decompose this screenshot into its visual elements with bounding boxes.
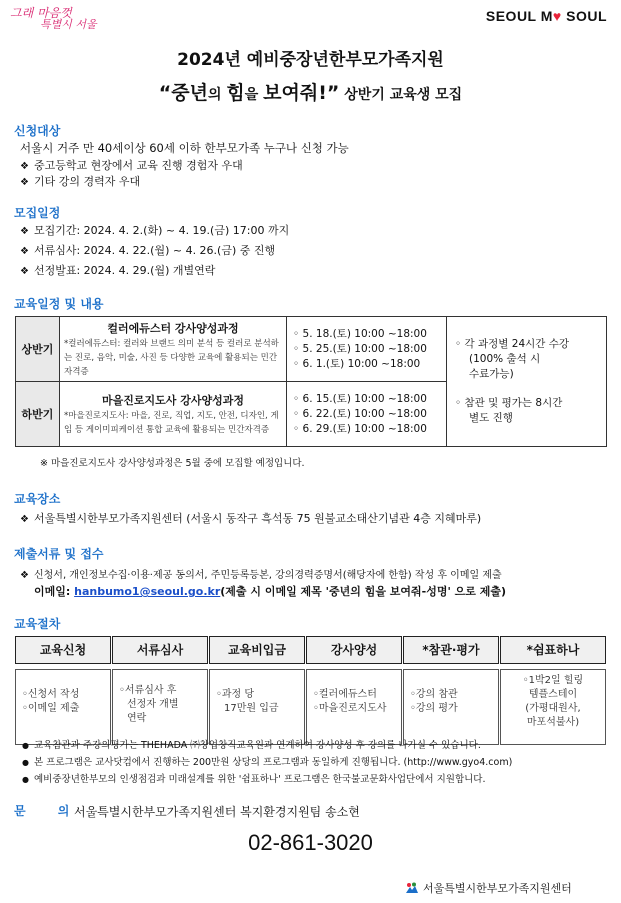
step-body: [112, 669, 208, 745]
seoul-slogan-logo: [10, 8, 100, 30]
step-title: 교육신청: [15, 636, 111, 664]
submit-text: ❖ 신청서, 개인정보수집·이용·제공 동의서, 주민등록등본, 강의경력증명서(해당자에 한함) 작성 후 이메일 제출: [20, 566, 502, 581]
step-line: ◦컬러에듀스터: [313, 689, 377, 700]
note-line: 별도 진행: [469, 412, 513, 424]
course-title: 마을진로지도사 강사양성과정: [102, 393, 244, 407]
course-desc: *마을진로지도사: 마을, 진로, 직업, 지도, 안전, 디자인, 게임 등 게이미피케이션 통합 교육에 활용되는 민간자격증: [64, 410, 279, 435]
place-text: ❖ 서울특별시한부모가족지원센터 (서울시 동작구 흑석동 75 원불교소태산기념관 4층 지혜마루): [20, 510, 481, 526]
step-title: *참관·평가: [403, 636, 499, 664]
process-step-6: [500, 636, 606, 745]
process-step-5: [403, 636, 499, 745]
process-note-1: ● 교육참관과 주강의평가는 THEHADA ㈜창업창직교육원과 연계하여 강사양성 후 강의를 나가실 수 있습니다.: [22, 737, 481, 751]
step-line: ◦과정 당: [216, 689, 255, 700]
program-notes: [447, 317, 607, 447]
page-title: 2024년 예비중장년한부모가족지원: [177, 50, 444, 70]
date-item: ◦ 6. 22.(토) 10:00 ~18:00: [293, 407, 427, 420]
eligibility-item-2: ❖ 기타 강의 경력자 우대: [20, 173, 140, 189]
title-word-5: 보여줘!: [263, 82, 327, 104]
step-title: 서류심사: [112, 636, 208, 664]
half-label: 상반기: [16, 317, 60, 382]
table-row: [16, 317, 607, 382]
step-line: ◦마을진로지도사: [313, 703, 387, 714]
step-line: (가평대원사,: [525, 703, 581, 714]
step-body: [403, 669, 499, 745]
title-word-4: 을: [244, 87, 264, 103]
step-line: ◦이메일 제출: [22, 703, 80, 714]
eligibility-heading: 신청대상: [14, 124, 61, 138]
footer-org-name: 서울특별시한부모가족지원센터: [423, 882, 572, 895]
email-line: [34, 583, 506, 599]
title-sub: 상반기 교육생 모집: [339, 87, 463, 103]
process-step-4: [306, 636, 402, 745]
schedule-item-3: ❖ 선정발표: 2024. 4. 29.(월) 개별연락: [20, 262, 215, 278]
submit-heading: 제출서류 및 접수: [14, 547, 104, 561]
email-note: (제출 시 이메일 제목 '중년의 힘을 보여줘-성명' 으로 제출): [220, 585, 507, 598]
step-title: 교육비입금: [209, 636, 305, 664]
eligibility-main: 서울시 거주 만 40세이상 60세 이하 한부모가족 누구나 신청 가능: [20, 141, 349, 155]
step-title: 강사양성: [306, 636, 402, 664]
date-item: ◦ 6. 1.(토) 10:00 ~18:00: [293, 357, 421, 370]
process-step-3: [209, 636, 305, 745]
course-title: 컬러에듀스터 강사양성과정: [107, 321, 239, 335]
step-title: *쉼표하나: [500, 636, 606, 664]
contact-text: 서울특별시한부모가족지원센터 복지환경지원팀 송소현: [74, 805, 360, 819]
eligibility-item-1: ❖ 중고등학교 현장에서 교육 진행 경험자 우대: [20, 157, 243, 173]
contact-phone[interactable]: 02-861-3020: [248, 830, 373, 855]
step-line: 연락: [127, 713, 147, 724]
step-line: ◦강의 참관: [410, 689, 458, 700]
note-line: (100% 출석 시: [469, 353, 541, 365]
step-line: 템플스테이: [528, 689, 578, 700]
course-dates: [287, 317, 447, 382]
program-heading: 교육일정 및 내용: [14, 297, 104, 311]
process-note-2: ● 본 프로그램은 교사닷컴에서 진행하는 200만원 상당의 프로그램과 동일하게 진행됩니다. (http://www.gyo4.com): [22, 754, 512, 768]
logo-left-line2: 특별시 서울: [40, 18, 97, 31]
step-line: ◦1박2일 힐링: [522, 675, 584, 686]
logo-left-line1: 그래 마음껏: [10, 6, 72, 20]
title-word-3: 힘: [226, 82, 245, 104]
contact-label: 문 의: [14, 804, 84, 818]
half-label: 하반기: [16, 382, 60, 447]
schedule-heading: 모집일정: [14, 206, 61, 220]
note-line: ◦ 참관 및 평가는 8시간: [455, 397, 563, 409]
schedule-item-1: ❖ 모집기간: 2024. 4. 2.(화) ~ 4. 19.(금) 17:00 까지: [20, 222, 289, 238]
title-word-1: 중년: [171, 82, 208, 104]
step-line: 선정자 개별: [127, 699, 179, 710]
email-link[interactable]: hanbumo1@seoul.go.kr: [74, 585, 221, 598]
course-cell: [60, 317, 287, 382]
date-item: ◦ 5. 25.(토) 10:00 ~18:00: [293, 342, 427, 355]
close-quote: ”: [326, 82, 340, 104]
seoul-my-soul-logo: [486, 8, 607, 24]
date-item: ◦ 5. 18.(토) 10:00 ~18:00: [293, 327, 427, 340]
process-heading: 교육절차: [14, 617, 61, 631]
title-word-2: 의: [207, 87, 227, 103]
step-line: 마포석불사): [526, 717, 580, 728]
step-line: ◦강의 평가: [410, 703, 458, 714]
course-dates: [287, 382, 447, 447]
open-quote: “: [158, 82, 172, 104]
process-step-2: [112, 636, 208, 745]
step-line: 17만원 입금: [224, 703, 279, 714]
course-desc: *컬러에듀스터: 컬러와 브랜드 의미 분석 등 컬러로 분석하는 진로, 음악, 미술, 사진 등 다양한 교육에 활용되는 민간자격증: [64, 338, 279, 377]
program-table: [15, 316, 607, 447]
step-body: [306, 669, 402, 745]
step-body: [500, 669, 606, 745]
step-body: [15, 669, 111, 745]
date-item: ◦ 6. 29.(토) 10:00 ~18:00: [293, 422, 427, 435]
schedule-item-2: ❖ 서류심사: 2024. 4. 22.(월) ~ 4. 26.(금) 중 진행: [20, 242, 275, 258]
step-line: ◦서류심사 후: [119, 685, 177, 696]
footer-org: [405, 880, 572, 896]
date-item: ◦ 6. 15.(토) 10:00 ~18:00: [293, 392, 427, 405]
program-footnote: ※ 마을진로지도사 강사양성과정은 5월 중에 모집할 예정입니다.: [40, 458, 305, 469]
heart-icon: ♥: [552, 8, 562, 24]
step-line: ◦신청서 작성: [22, 689, 80, 700]
note-line: 수료가능): [469, 368, 514, 380]
place-heading: 교육장소: [14, 492, 61, 506]
step-body: [209, 669, 305, 745]
logo-right-part1: SEOUL M: [485, 8, 553, 24]
process-note-3: ● 예비중장년한부모의 인생점검과 미래설계를 위한 '쉼표하나' 프로그램은 한국불교문화사업단에서 지원합니다.: [22, 771, 486, 785]
note-line: ◦ 각 과정별 24시간 수강: [455, 338, 570, 350]
course-cell: [60, 382, 287, 447]
logo-right-part2: SOUL: [561, 8, 607, 24]
email-label: 이메일:: [34, 585, 75, 598]
page-subtitle: [0, 78, 621, 105]
family-logo-icon: [405, 882, 419, 894]
process-step: [15, 636, 111, 745]
